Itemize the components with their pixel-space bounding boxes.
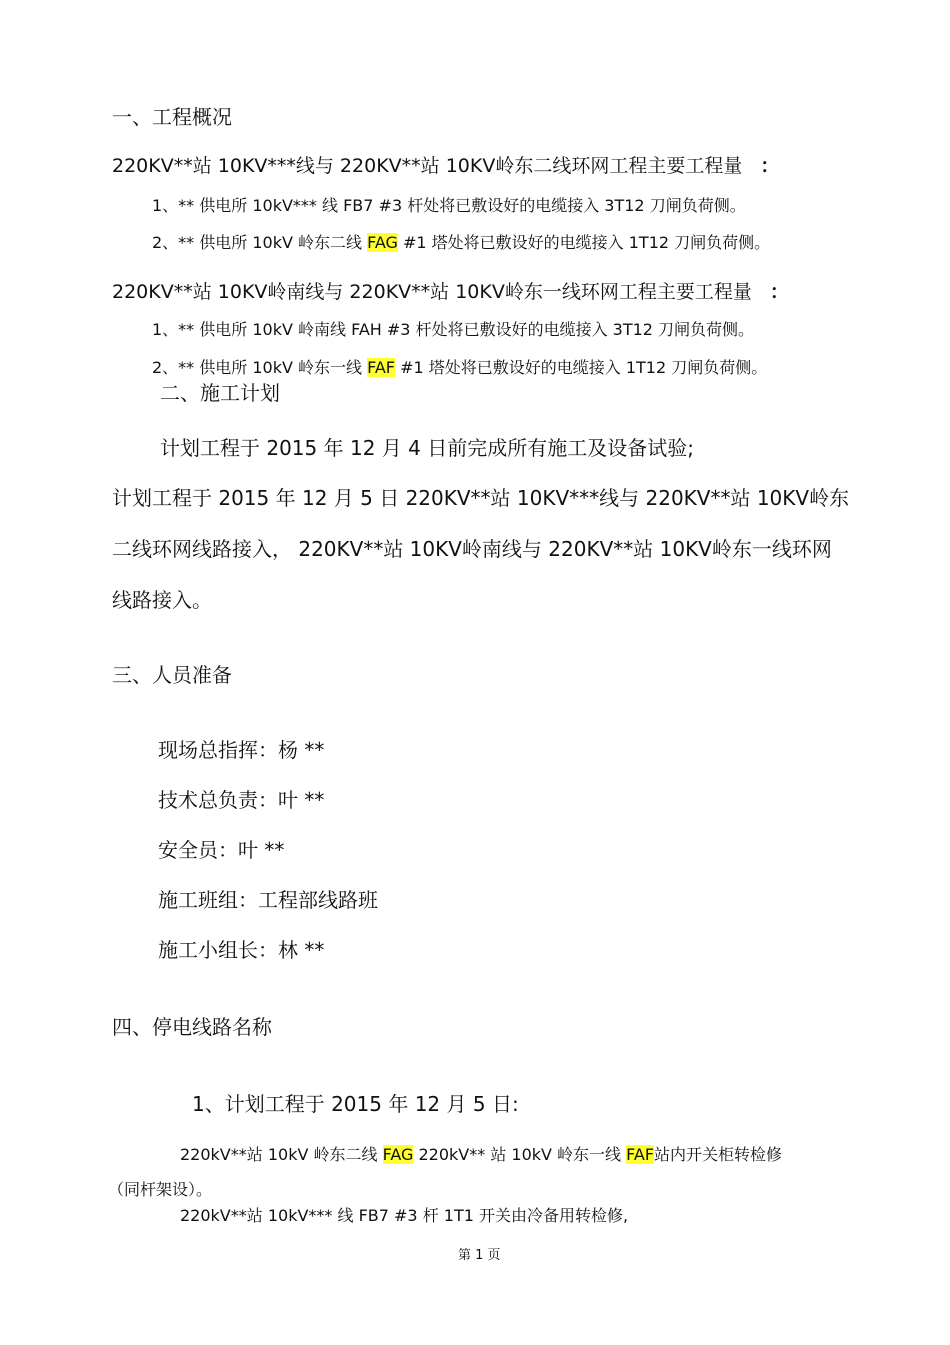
project-1-item-1: 1、** 供电所 10kV*** 线 FB7 #3 杆处将已敷设好的电缆接入 3T12 刀闸负荷侧。 <box>152 196 746 215</box>
section-3-heading: 三、人员准备 <box>112 663 232 687</box>
section-4-heading: 四、停电线路名称 <box>112 1015 272 1039</box>
section-1-heading: 一、工程概况 <box>112 105 232 129</box>
person-safety-officer: 安全员：叶 ** <box>158 838 285 862</box>
person-tech-lead: 技术总负责：叶 ** <box>158 788 325 812</box>
project-2-title <box>112 281 789 304</box>
highlight-faf: FAF <box>367 358 395 377</box>
page-number: 第 1 页 <box>458 1248 501 1263</box>
outage-plan-date: 1、计划工程于 2015 年 12 月 5 日: <box>192 1092 519 1116</box>
project-2-title-text: 220KV**站 10KV岭南线与 220KV**站 10KV岭东一线环网工程主要工程量 <box>112 281 752 303</box>
outage-line-3: 220kV**站 10kV*** 线 FB7 #3 杆 1T1 开关由冷备用转检修, <box>180 1206 629 1225</box>
plan-line-3: 二线环网线路接入， 220KV**站 10KV岭南线与 220KV**站 10KV岭东一线环网 <box>112 537 832 561</box>
project-1-title <box>112 155 779 178</box>
project-1-item-2-text-b: #1 塔处将已敷设好的电缆接入 1T12 刀闸负荷侧。 <box>397 233 771 252</box>
outage-line-1-text-a: 220kV**站 10kV 岭东二线 <box>180 1145 383 1164</box>
project-2-item-2 <box>152 358 767 377</box>
outage-line-2: （同杆架设）。 <box>108 1180 213 1199</box>
project-2-item-2-text-b: #1 塔处将已敷设好的电缆接入 1T12 刀闸负荷侧。 <box>395 358 768 377</box>
project-2-item-1: 1、** 供电所 10kV 岭南线 FAH #3 杆处将已敷设好的电缆接入 3T12 刀闸负荷侧。 <box>152 320 755 339</box>
plan-line-4: 线路接入。 <box>112 588 212 612</box>
plan-line-1: 计划工程于 2015 年 12 月 4 日前完成所有施工及设备试验; <box>160 436 694 460</box>
highlight-faf: FAF <box>626 1145 655 1164</box>
project-1-title-colon: ： <box>760 155 780 177</box>
outage-line-1-text-c: 站内开关柜转检修 <box>654 1145 783 1164</box>
outage-line-1-text-b: 220kV** 站 10kV 岭东一线 <box>413 1145 627 1164</box>
person-team-leader: 施工小组长：林 ** <box>158 938 325 962</box>
section-2-heading: 二、施工计划 <box>160 381 280 405</box>
project-1-item-2-text-a: 2、** 供电所 10kV 岭东二线 <box>152 233 368 252</box>
project-1-title-text: 220KV**站 10KV***线与 220KV**站 10KV岭东二线环网工程主要工程量 <box>112 155 743 177</box>
project-2-item-2-text-a: 2、** 供电所 10kV 岭东一线 <box>152 358 368 377</box>
highlight-fag: FAG <box>382 1145 414 1164</box>
person-construction-team: 施工班组：工程部线路班 <box>158 888 378 912</box>
plan-line-2: 计划工程于 2015 年 12 月 5 日 220KV**站 10KV***线与 220KV**站 10KV岭东 <box>112 486 850 510</box>
project-1-item-2 <box>152 233 770 252</box>
outage-line-1 <box>180 1145 782 1164</box>
person-commander: 现场总指挥：杨 ** <box>158 738 325 762</box>
project-2-title-colon: ： <box>769 281 789 303</box>
highlight-fag: FAG <box>367 233 398 252</box>
